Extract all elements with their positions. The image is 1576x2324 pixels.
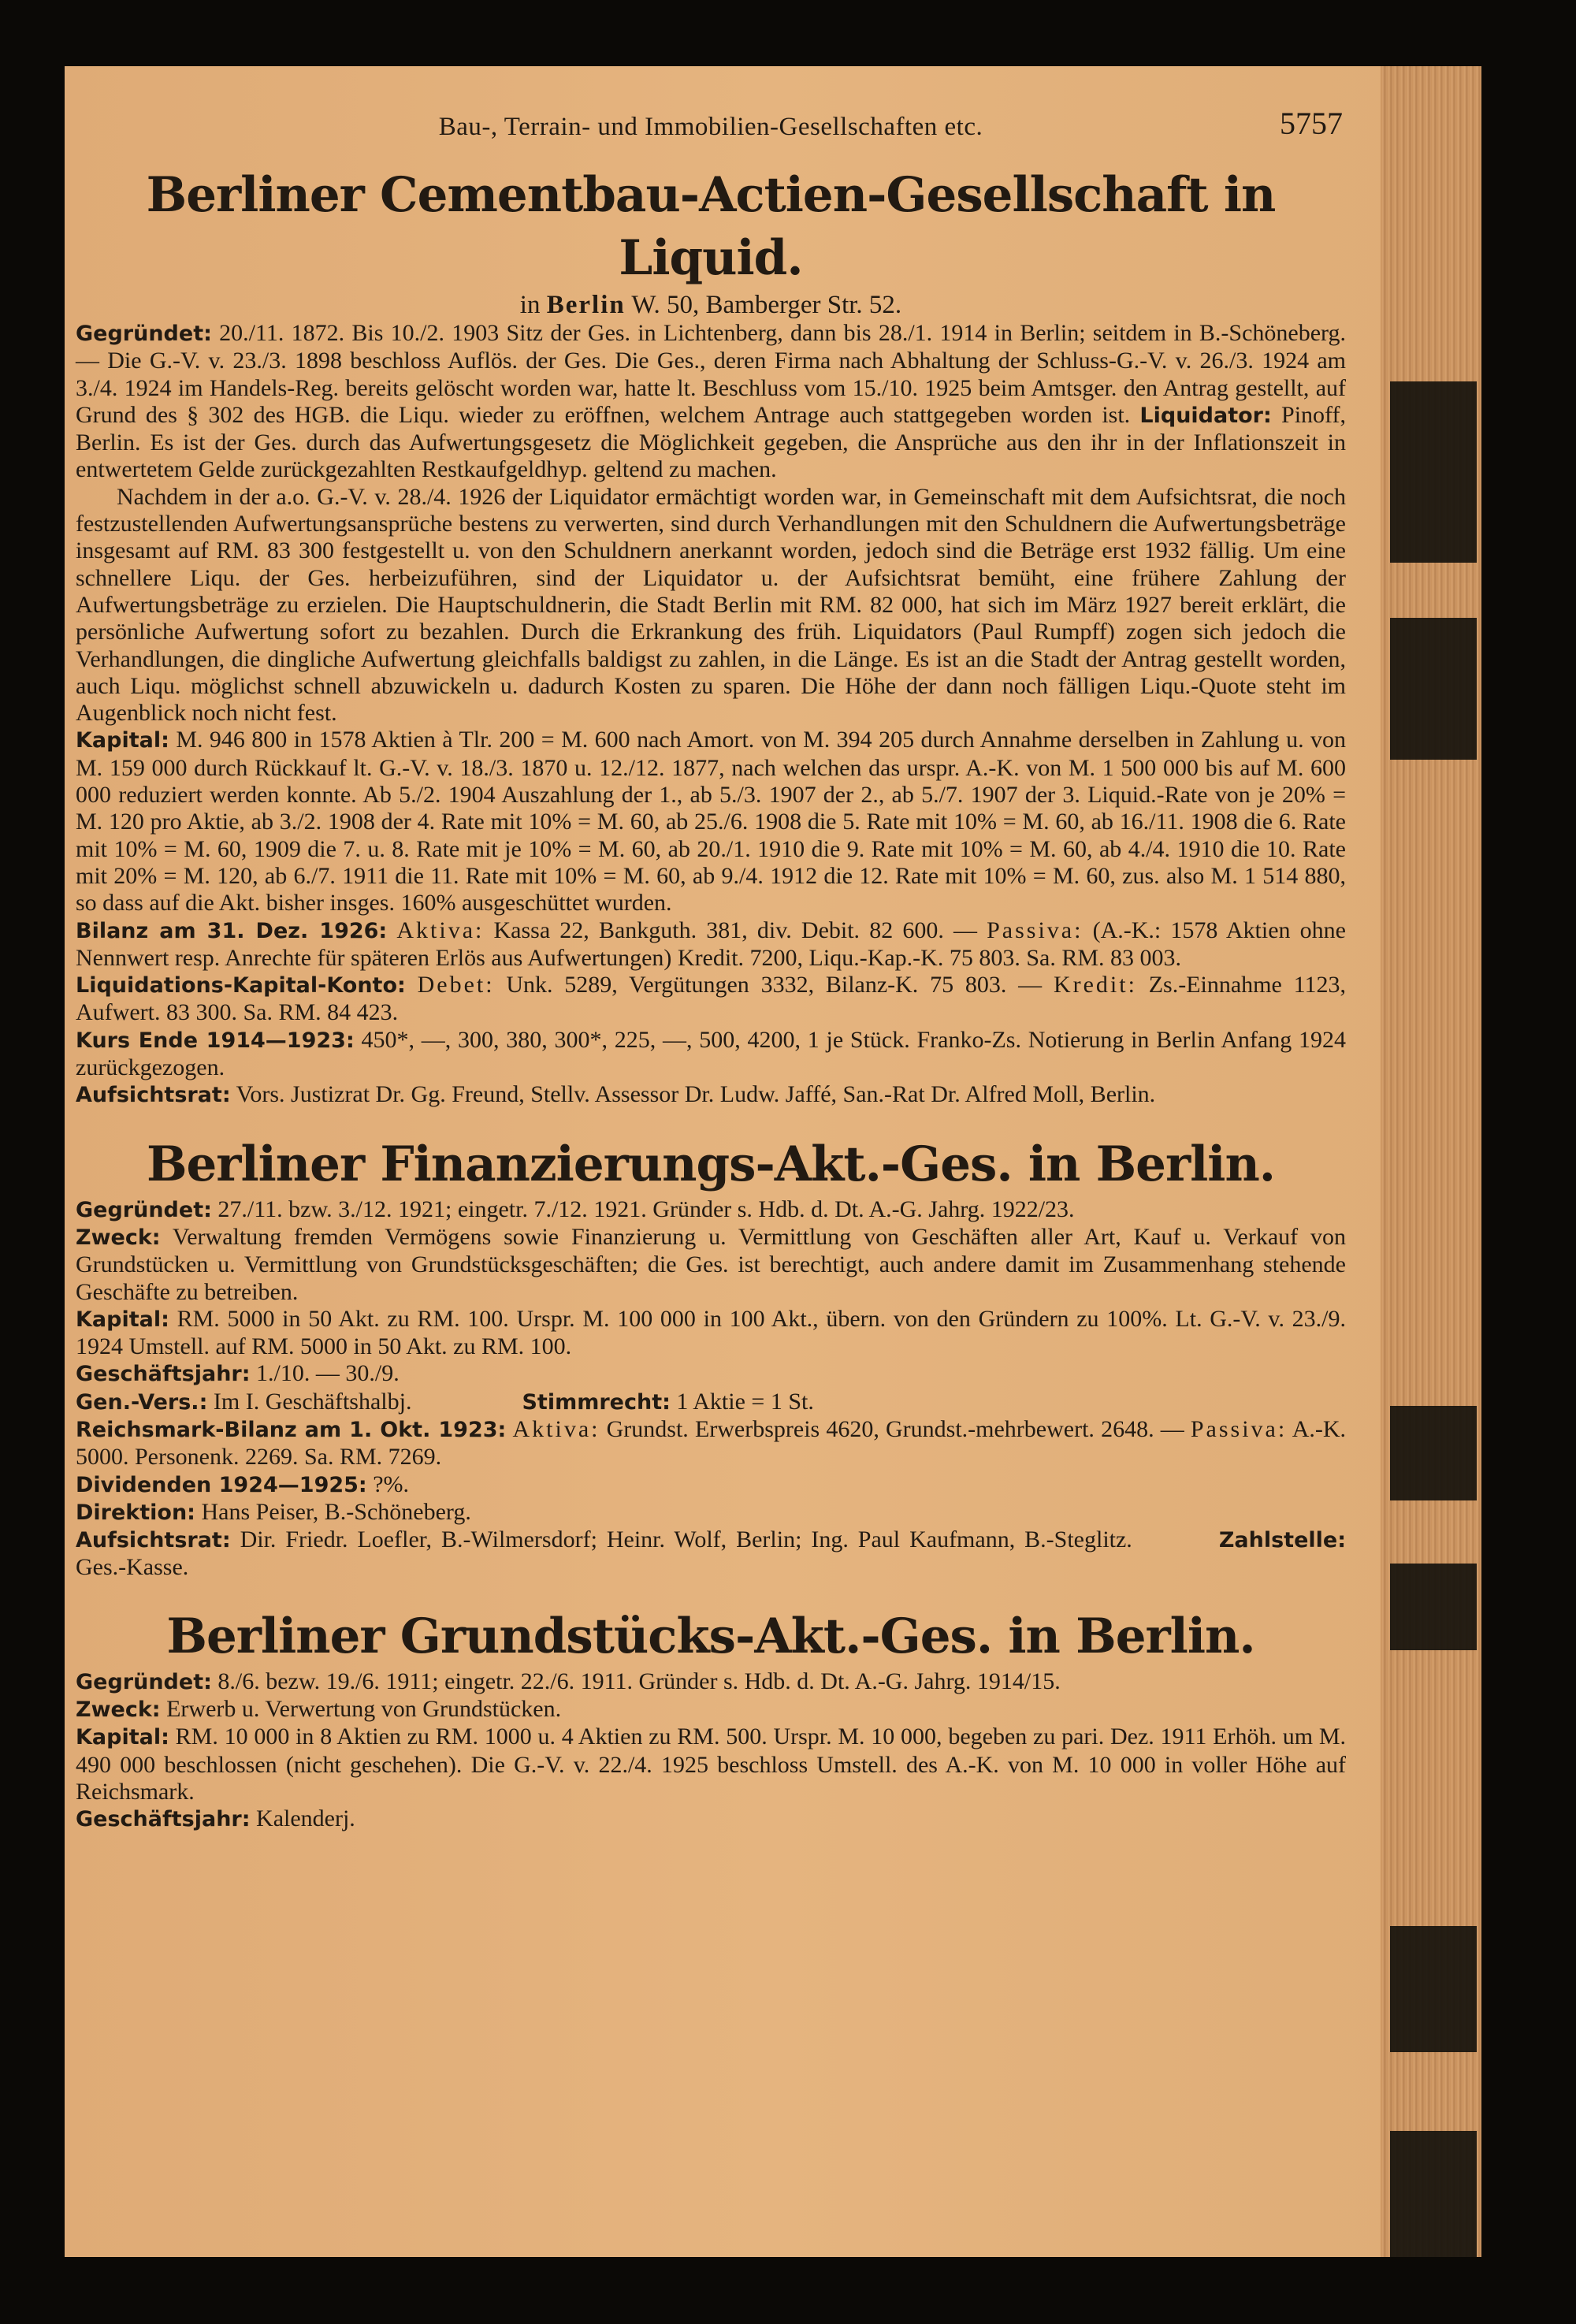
paragraph-dividends: Dividenden 1924—1925: ?%. (76, 1471, 410, 1497)
paragraph-purpose: Zweck: Verwaltung fremden Vermögens sowie Finanzierung u. Vermittlung von Geschäften aller Art, Kauf u. Verkauf von Grundstücken u. Vermittlung von Grundstücksgeschäften; die Ges. ist berechtigt, auch andere damit im Zusammenhang stehende Geschäfte zu betreiben. (76, 1223, 1346, 1305)
paragraph-general-meeting: Gen.-Vers.: Im I. Geschäftshalbj. Stimmrecht: 1 Aktie = 1 St. (76, 1388, 814, 1415)
running-head (76, 106, 1346, 164)
paragraph-balance: Reichsmark-Bilanz am 1. Okt. 1923: Aktiva: Grundst. Erwerbspreis 4620, Grundst.-mehrbewert. 2648. — Passiva: A.-K. 5000. Personenk. 2269. Sa. RM. 7269. (76, 1415, 1347, 1471)
paragraph-founded: Gegründet: 27./11. bzw. 3./12. 1921; eingetr. 7./12. 1921. Gründer s. Hdb. d. Dt. A.-G. Jahrg. 1922/23. (76, 1195, 1075, 1222)
entry-address: in Berlin W. 50, Bamberger Str. 52. (519, 291, 902, 319)
running-head-title: Bau-, Terrain- und Immobilien-Gesellschaften etc. (438, 113, 983, 141)
paragraph-founded: Gegründet: 8./6. bezw. 19./6. 1911; eingetr. 22./6. 1911. Gründer s. Hdb. d. Dt. A.-G. Jahrg. 1914/15. (76, 1668, 1061, 1694)
book-page (65, 66, 1481, 2257)
paragraph-capital: Kapital: RM. 10 000 in 8 Aktien zu RM. 1000 u. 4 Aktien zu RM. 500. Urspr. M. 10 000, begeben zu pari. Dez. 1911 Erhöh. um M. 490 000 beschlossen (nicht geschehen). Die G.-V. v. 22./4. 1925 beschloss Umstell. des A.-K. von M. 10 000 in voller Höhe auf Reichsmark. (76, 1723, 1346, 1805)
paragraph-liquidation-account: Liquidations-Kapital-Konto: Debet: Unk. 5289, Vergütungen 3332, Bilanz-K. 75 803. — Kredit: Zs.-Einnahme 1123, Aufwert. 83 300. Sa. RM. 84 423. (76, 972, 1346, 1026)
paragraph-balance: Bilanz am 31. Dez. 1926: Aktiva: Kassa 22, Bankguth. 381, div. Debit. 82 600. — Passiva: (A.-K.: 1578 Aktien ohne Nennwert resp. Anrechte für späteren Erlös aus Aufwertungen) Kredit. 7200, Liqu.-Kap.-K. 75 803. Sa. RM. 83 003. (76, 917, 1346, 971)
entry-title: Berliner Finanzierungs-Akt.-Ges. in Berlin. (146, 1136, 1276, 1192)
paragraph-quotes: Kurs Ende 1914—1923: 450*, —, 300, 380, 300*, 225, —, 500, 4200, 1 je Stück. Franko-Zs. Notierung in Berlin Anfang 1924 zurückgezogen. (76, 1026, 1346, 1081)
entry-finanzierung (76, 1133, 1346, 1582)
paragraph-management: Direktion: Hans Peiser, B.-Schöneberg. (76, 1498, 471, 1525)
paragraph-liquidation: Nachdem in der a.o. G.-V. v. 28./4. 1926 der Liquidator ermächtigt worden war, in Gemeinschaft mit dem Aufsichtsrat, die noch festzustellenden Aufwertungsansprüche bestens zu verwerten, sind durch Verhandlungen mit den Schuldnern die Aufwertungsbeträge insgesamt auf RM. 83 300 festgestellt u. von den Schuldnern anerkannt worden, jedoch sind die Beträge erst 1932 fällig. Um eine schnellere Liqu. der Ges. herbeizuführen, sind der Liquidator u. der Aufsichtsrat bemüht, eine frühere Zahlung der Aufwertungsbeträge zu erzielen. Die Hauptschuldnerin, die Stadt Berlin mit RM. 82 000, hat sich im März 1927 bereit erklärt, die persönliche Aufwertung sofort zu bezahlen. Durch die Erkrankung des früh. Liquidators (Paul Rumpff) zogen sich jedoch die Verhandlungen, die dingliche Aufwertung gleichfalls baldigst zu zahlen, in die Länge. Es ist an die Stadt der Antrag gestellt worden, auch Liqu. möglichst schnell abzuwickeln u. dadurch Kosten zu sparen. Die Höhe der dann noch fälligen Liqu.-Quote steht im Augenblick noch nicht fest. (76, 483, 1346, 727)
page-number: 5757 (1280, 106, 1343, 141)
paragraph-fiscal-year: Geschäftsjahr: 1./10. — 30./9. (76, 1360, 400, 1387)
page-edge-stack (1381, 66, 1481, 2257)
entry-grundstuecks (76, 1605, 1346, 1834)
paragraph-founded: Gegründet: 20./11. 1872. Bis 10./2. 1903 Sitz der Ges. in Lichtenberg, dann bis 28./1. 1914 in Berlin; seitdem in B.-Schöneberg. — Die G.-V. v. 23./3. 1898 beschloss Auflös. der Ges. Die Ges., deren Firma nach Abhaltung der Schluss-G.-V. v. 26./3. 1924 am 3./4. 1924 im Handels-Reg. bereits gelöscht worden war, hatte lt. Beschluss vom 15./10. 1925 beim Amtsger. den Antrag gestellt, auf Grund des § 302 des HGB. die Liqu. wieder zu eröffnen, welchem Antrage auch stattgegeben worden ist. Liquidator: Pinoff, Berlin. Es ist der Ges. durch das Aufwertungsgesetz die Möglichkeit gegeben, die Ansprüche aus den ihr in der Inflationszeit in entwertetem Gelde zurückgezahlten Restkaufgeldhyp. geltend zu machen. (76, 320, 1346, 483)
entry-cementbau (76, 164, 1346, 1110)
entry-title: Berliner Grundstücks-Akt.-Ges. in Berlin. (166, 1608, 1255, 1664)
paragraph-fiscal-year: Geschäftsjahr: Kalenderj. (76, 1805, 355, 1832)
entry-title: Berliner Cementbau-Actien-Gesellschaft in Liquid. (146, 167, 1276, 286)
paragraph-capital: Kapital: RM. 5000 in 50 Akt. zu RM. 100. Urspr. M. 100 000 in 100 Akt., übern. von den Gründern zu 100%. Lt. G.-V. v. 23./9. 1924 Umstell. auf RM. 5000 in 50 Akt. zu RM. 100. (76, 1305, 1346, 1360)
paragraph-board: Aufsichtsrat: Vors. Justizrat Dr. Gg. Freund, Stellv. Assessor Dr. Ludw. Jaffé, San.-Rat Dr. Alfred Moll, Berlin. (76, 1081, 1156, 1108)
page-content (76, 106, 1347, 1834)
paragraph-purpose: Zweck: Erwerb u. Verwertung von Grundstücken. (76, 1696, 562, 1723)
paragraph-board: Aufsichtsrat: Dir. Friedr. Loefler, B.-Wilmersdorf; Heinr. Wolf, Berlin; Ing. Paul Kaufmann, B.-Steglitz. Zahlstelle: Ges.-Kasse. (76, 1526, 1346, 1581)
paragraph-capital: Kapital: M. 946 800 in 1578 Aktien à Tlr. 200 = M. 600 nach Amort. von M. 394 205 durch Annahme derselben in Zahlung u. von M. 159 000 durch Rückkauf lt. G.-V. v. 18./3. 1870 u. 12./12. 1877, nach welchen das urspr. A.-K. von M. 1 500 000 bis auf M. 600 000 reduziert werden konnte. Ab 5./2. 1904 Auszahlung der 1., ab 5./3. 1907 der 2., ab 5./7. 1907 der 3. Liquid.-Rate von je 20% = M. 120 pro Aktie, ab 3./2. 1908 der 4. Rate mit 10% = M. 60, ab 25./6. 1908 die 5. Rate mit 10% = M. 60, ab 16./11. 1908 die 6. Rate mit 10% = M. 60, 1909 die 7. u. 8. Rate mit je 10% = M. 60, ab 20./1. 1910 die 9. Rate mit 10% = M. 60, ab 4./4. 1910 die 10. Rate mit 20% = M. 120, ab 6./7. 1911 die 11. Rate mit 10% = M. 60, ab 9./4. 1912 die 12. Rate mit 10% = M. 60, zus. also M. 1 514 880, so dass auf die Akt. bisher insges. 160% ausgeschüttet wurden. (76, 727, 1346, 917)
